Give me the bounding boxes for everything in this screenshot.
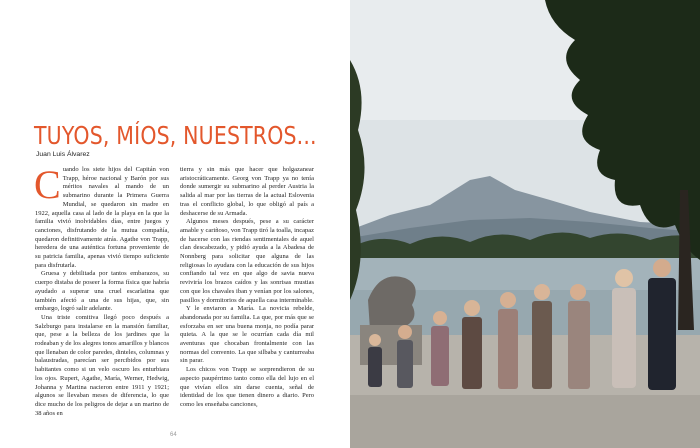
paragraph: Una triste comitiva llegó poco después a Salzburgo para instalarse en la mansión familiar, que, pese a la belleza de los jardines que la rodeaban y de los alegres tonos amarillos y blancos que llenaban de color paredes, dinteles, columnas y balaustradas, parecían ser percibidos por sus habitantes como si un velo oscuro les enturbiara los ojos. Rupert, Agathe, María, Werner, Hedwig, Johanna y Martina nacieron entre 1911 y 1921; algunos se llevaban meses de diferencia, lo que dice mucho de los peligros de dejar a un marino de 38 años en [35,313,169,417]
family-photo-icon [350,0,700,448]
article-title: TUYOS, MÍOS, NUESTROS... [34,120,317,150]
right-page [350,0,700,448]
author-byline: Juan Luis Álvarez [36,151,90,158]
paragraph-text: uando los siete hijos del Capitán von Trapp, héroe nacional y Barón por sus méritos navales al mando de un submarino durante la Primera Guerra Mundial, se quedaron sin madre en 1922, aquella casa al lado de la playa en la que la familia vivió inolvidables días, entre juegos y canciones, disfrutando de la mutua compañía, quedaron definitivamente atrás. Agathe von Trapp, heredera de una auténtica fortuna proveniente de su patricia familia, apenas vivió tiempo suficiente para disfrutarla. [35,166,169,269]
text-column-2 [180,166,314,410]
paragraph [34,162,169,270]
paragraph: Los chicos von Trapp se sorprendieron de su aspecto paupérrimo tanto como ella del lujo en el que vivían ellos sin darse cuenta, señal de identidad de los que tienen dinero a diario. Pero como les enseñaba canciones, [180,366,314,408]
page-number: 64 [170,432,177,438]
paragraph: Y le enviaron a María. La novicia rebelde, abandonada por su familia. La que, por más que se esforzaba en ser una buena monja, no podía parar quieta. A la que se le ocurrían cada día mil aventuras que chocaban frontalmente con las normas del convento. La que silbaba y canturreaba sin parar. [180,305,314,365]
text-column-1 [34,162,169,418]
drop-cap: C [34,162,61,207]
paragraph: Algunos meses después, pese a su carácter amable y cariñoso, von Trapp tiró la toalla, incapaz de hacerse con las riendas sentimentales de aquel clan descabezado, y pidió ayuda a la Abadesa de Nonnberg para solicitar que alguna de las religiosas lo ayudara con la educación de sus hijos confiando tal vez en que algo de savia nueva reviviría los brazos caídos y las sonrisas mustias con que los chavales iban y venían por los salones, pasillos y dormitorios de aquella casa interminable. [180,218,314,304]
paragraph: Gruesa y debilitada por tantos embarazos, su cuerpo distaba de poseer la forma física que habría ayudado a superar una cruel escarlatina que también afectó a una de sus hijas, que, sin embargo, logró salir adelante. [35,270,169,313]
paragraph: tierra y sin más que hacer que holgazanear aristocráticamente. Georg von Trapp ya no tenía donde sumergir su submarino al perder Austria la salida al mar por las tierras de la actual Eslovenia tras el conflicto global, lo que obligó al país a deshacerse de su Armada. [180,166,314,217]
